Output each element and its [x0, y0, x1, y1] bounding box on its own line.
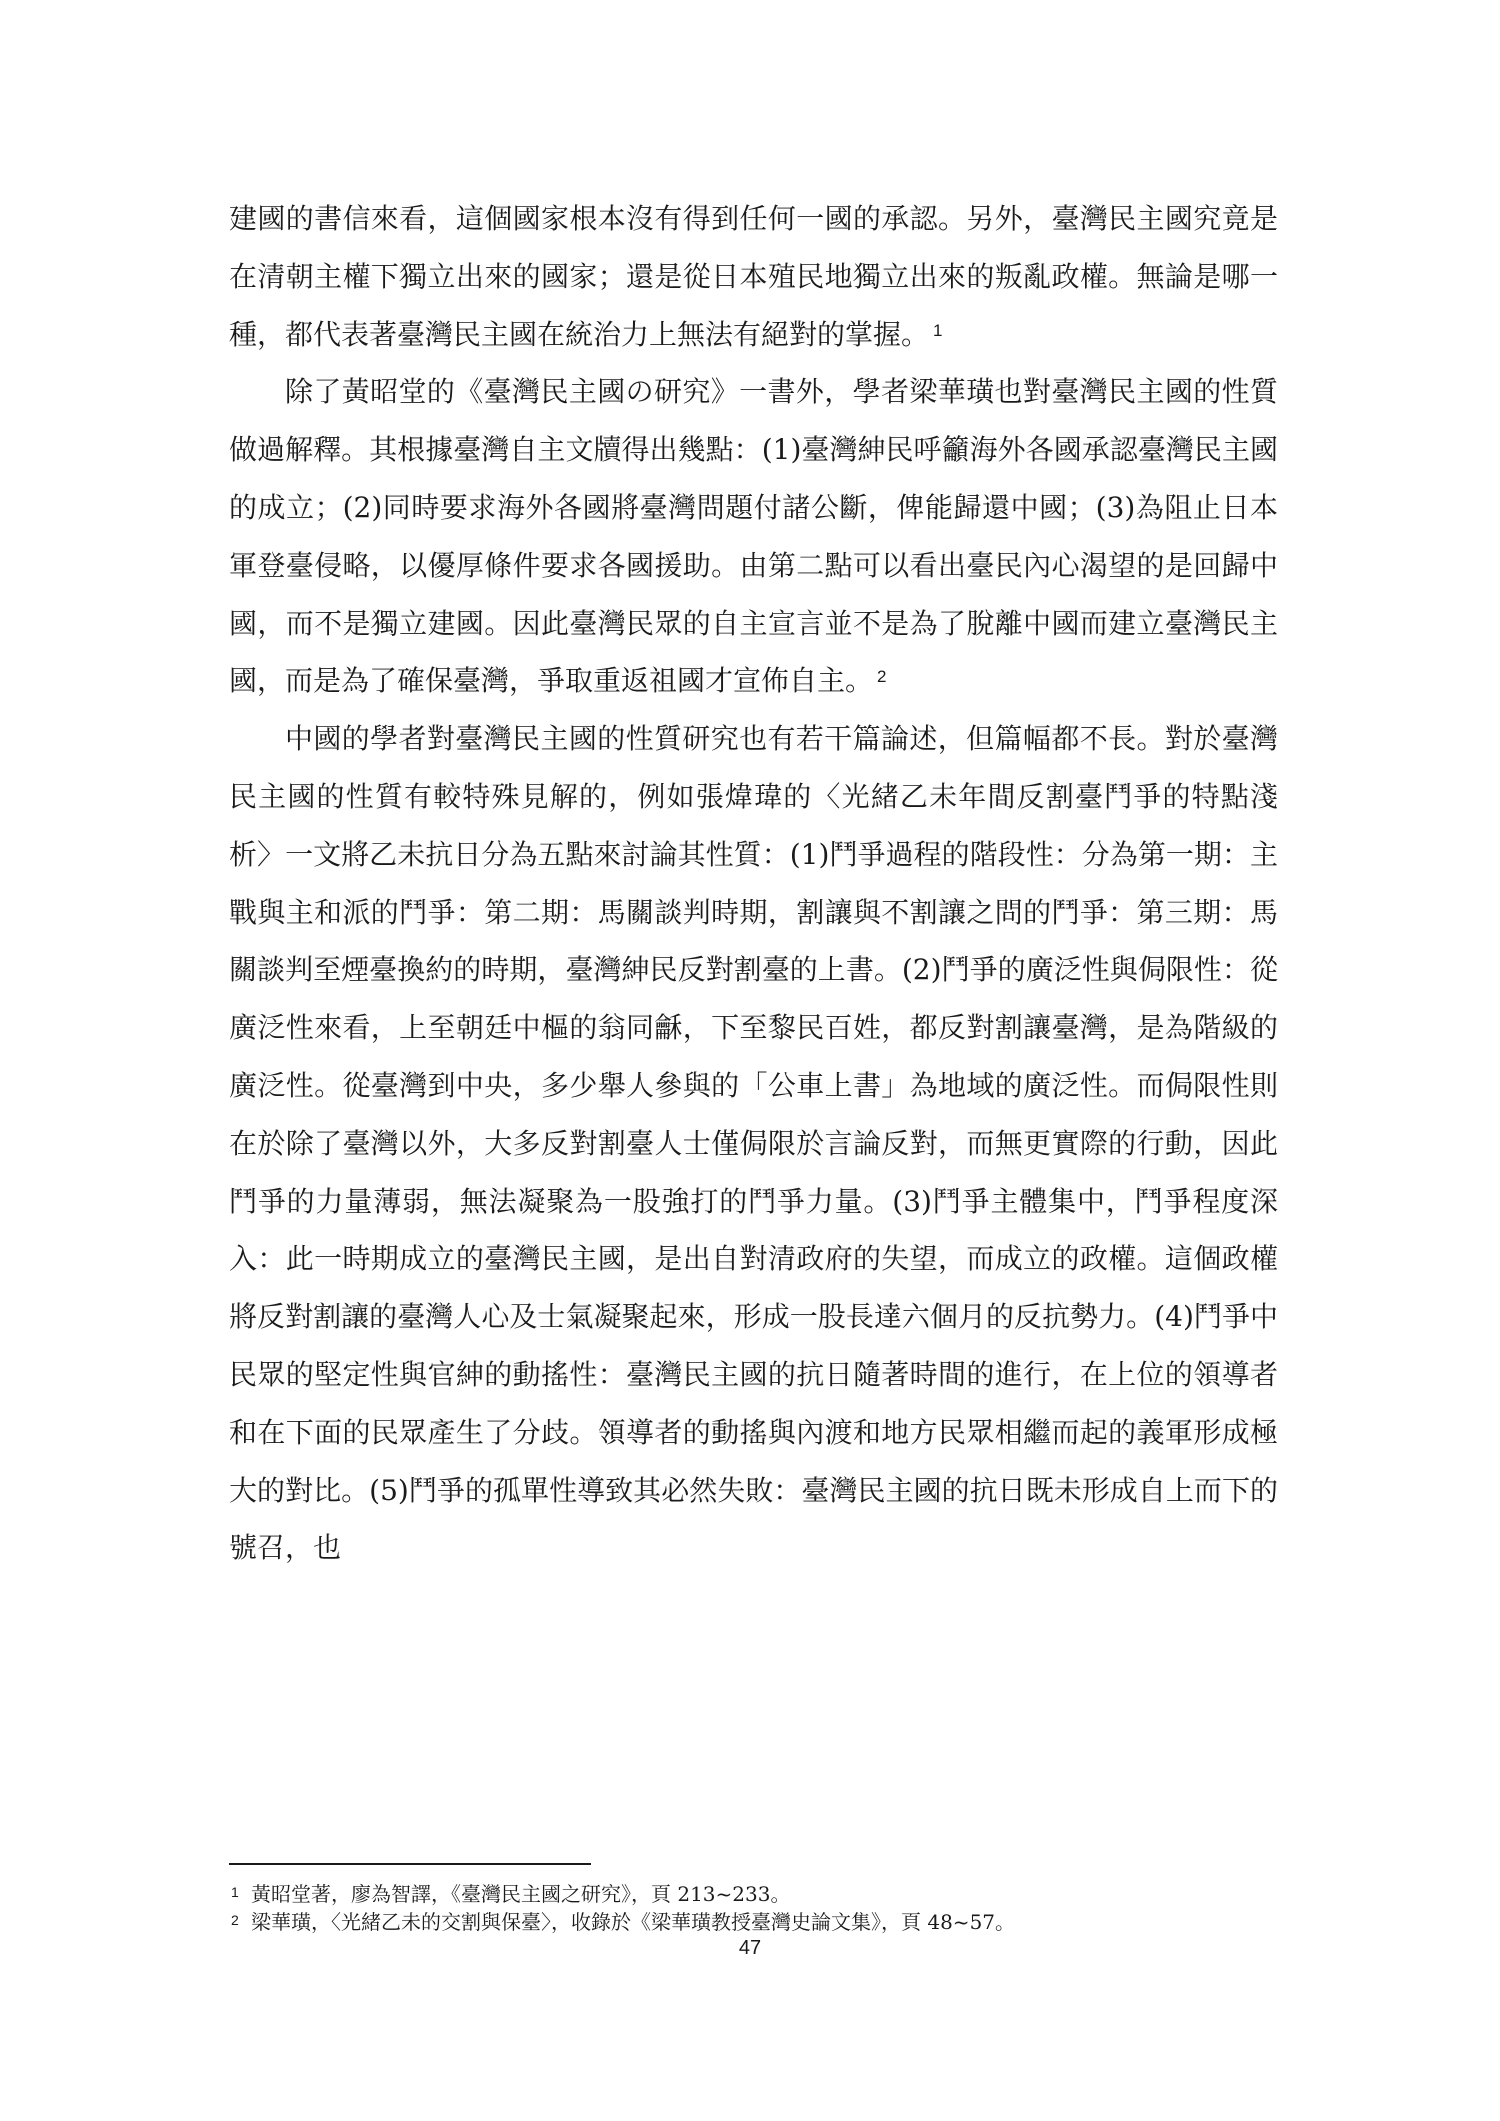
page-number: 47 — [738, 1937, 762, 1959]
paragraph-2 — [229, 363, 1278, 710]
paragraph-1-text: 建國的書信來看，這個國家根本沒有得到任何一國的承認。另外，臺灣民主國究竟是在清朝主權下獨立出來的國家；還是從日本殖民地獨立出來的叛亂政權。無論是哪一種，都代表著臺灣民主國在統治力上無法有絕對的掌握。 — [229, 202, 1278, 351]
footnotes — [229, 1880, 1278, 1936]
paragraph-3-text: 中國的學者對臺灣民主國的性質研究也有若干篇論述，但篇幅都不長。對於臺灣民主國的性質有較特殊見解的，例如張煒瑋的〈光緒乙未年間反割臺鬥爭的特點淺析〉一文將乙未抗日分為五點來討論其性質：(1)鬥爭過程的階段性：分為第一期：主戰與主和派的鬥爭：第二期：馬關談判時期，割讓與不割讓之問的鬥爭：第三期：馬關談判至煙臺換約的時期，臺灣紳民反對割臺的上書。(2)鬥爭的廣泛性與侷限性：從廣泛性來看，上至朝廷中樞的翁同龢，下至黎民百姓，都反對割讓臺灣，是為階級的廣泛性。從臺灣到中央，多少舉人參與的「公車上書」為地域的廣泛性。而侷限性則在於除了臺灣以外，大多反對割臺人士僅侷限於言論反對，而無更實際的行動，因此鬥爭的力量薄弱，無法凝聚為一股強打的鬥爭力量。(3)鬥爭主體集中，鬥爭程度深入：此一時期成立的臺灣民主國，是出自對清政府的失望，而成立的政權。這個政權將反對割讓的臺灣人心及士氣凝聚起來，形成一股長達六個月的反抗勢力。(4)鬥爭中民眾的堅定性與官紳的動搖性：臺灣民主國的抗日隨著時間的進行，在上位的領導者和在下面的民眾產生了分歧。領導者的動搖與內渡和地方民眾相繼而起的義軍形成極大的對比。(5)鬥爭的孤單性導致其必然失敗：臺灣民主國的抗日既未形成自上而下的號召，也 — [229, 722, 1278, 1565]
paragraph-2-text: 除了黃昭堂的《臺灣民主國の研究》一書外，學者梁華璜也對臺灣民主國的性質做過解釋。其根據臺灣自主文牘得出幾點：(1)臺灣紳民呼籲海外各國承認臺灣民主國的成立；(2)同時要求海外各國將臺灣問題付諸公斷，俾能歸還中國；(3)為阻止日本軍登臺侵略，以優厚條件要求各國援助。由第二點可以看出臺民內心渴望的是回歸中國，而不是獨立建國。因此臺灣民眾的自主宣言並不是為了脫離中國而建立臺灣民主國，而是為了確保臺灣，爭取重返祖國才宣佈自主。 — [229, 375, 1278, 698]
footnote-1 — [229, 1880, 1278, 1908]
footnote-ref-2[interactable]: 2 — [877, 667, 887, 687]
footnote-2-text: 梁華璜，〈光緒乙未的交割與保臺〉，收錄於《梁華璜教授臺灣史論文集》，頁 48~57。 — [251, 1910, 1016, 1934]
footnote-2 — [229, 1908, 1278, 1936]
footnote-ref-1[interactable]: 1 — [933, 320, 943, 340]
body-text — [229, 190, 1278, 1577]
paragraph-1 — [229, 190, 1278, 363]
footnote-1-text: 黃昭堂著，廖為智譯，《臺灣民主國之研究》，頁 213~233。 — [251, 1882, 791, 1906]
paragraph-3 — [229, 710, 1278, 1577]
footnote-1-mark: 1 — [231, 1884, 239, 1900]
footnote-2-mark: 2 — [231, 1912, 239, 1928]
footnote-separator — [229, 1863, 591, 1865]
